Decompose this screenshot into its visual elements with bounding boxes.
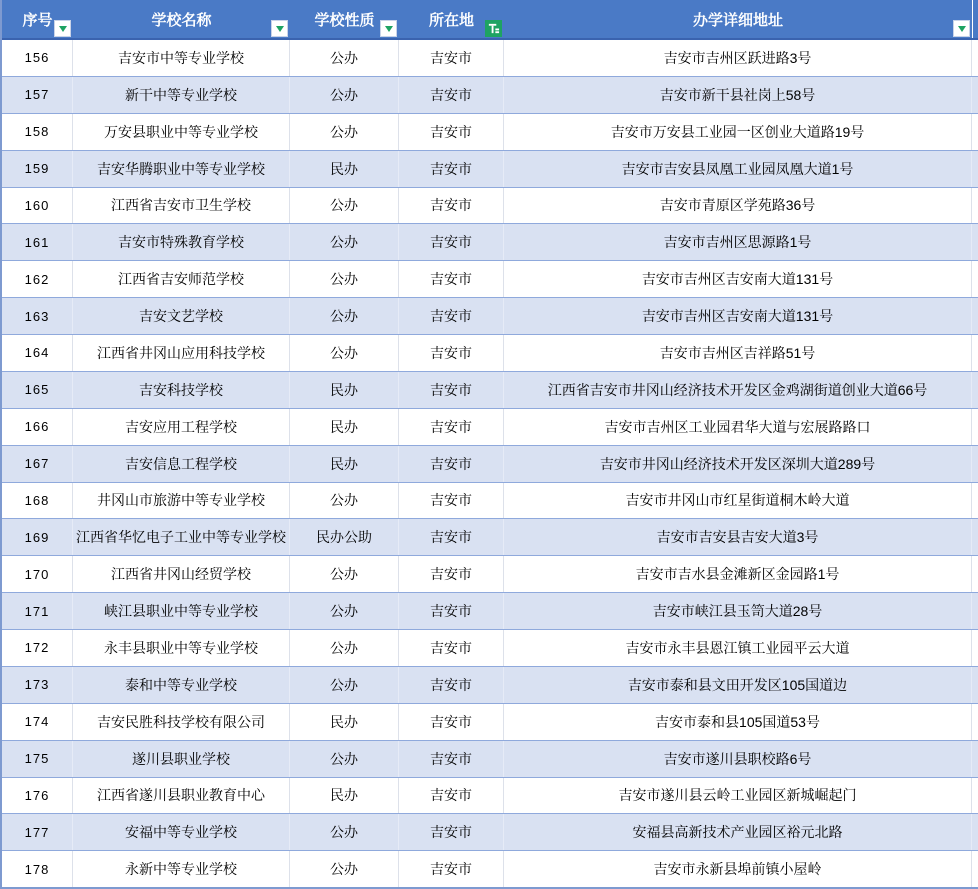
edge-cell[interactable] [972, 667, 978, 703]
edge-cell[interactable] [972, 372, 978, 408]
address-cell[interactable]: 吉安市遂川县职校路6号 [504, 741, 972, 777]
column-header-school-name-label: 学校名称 [151, 11, 212, 29]
address-cell[interactable]: 吉安市遂川县云岭工业园区新城崛起门 [504, 778, 972, 814]
city-cell[interactable]: 吉安市 [399, 667, 504, 703]
table-row [2, 298, 978, 335]
table-row [2, 741, 978, 778]
table-row [2, 814, 978, 851]
address-cell[interactable]: 吉安市吉安县吉安大道3号 [504, 519, 972, 555]
city-cell[interactable]: 吉安市 [399, 704, 504, 740]
address-cell[interactable]: 吉安市永丰县恩江镇工业园平云大道 [504, 630, 972, 666]
column-header-index-label: 序号 [22, 11, 53, 29]
row-number-cell[interactable]: 175 [2, 741, 73, 777]
school-name-cell[interactable]: 吉安华腾职业中等专业学校 [73, 151, 290, 187]
edge-cell[interactable] [972, 483, 978, 519]
filter-button-school-type[interactable] [380, 20, 397, 37]
row-number-cell[interactable]: 158 [2, 114, 73, 150]
edge-cell[interactable] [972, 814, 978, 850]
edge-cell[interactable] [972, 704, 978, 740]
school-name-cell[interactable]: 吉安民胜科技学校有限公司 [73, 704, 290, 740]
city-cell[interactable]: 吉安市 [399, 446, 504, 482]
school-type-cell[interactable]: 公办 [290, 630, 399, 666]
table-row [2, 446, 978, 483]
table-row [2, 630, 978, 667]
row-number-cell[interactable]: 174 [2, 704, 73, 740]
table-row [2, 483, 978, 520]
table-row [2, 372, 978, 409]
column-header-address [504, 0, 972, 38]
city-cell[interactable]: 吉安市 [399, 409, 504, 445]
school-name-cell[interactable]: 永丰县职业中等专业学校 [73, 630, 290, 666]
edge-cell[interactable] [972, 114, 978, 150]
table-row [2, 114, 978, 151]
city-cell[interactable]: 吉安市 [399, 261, 504, 297]
school-type-cell[interactable]: 公办 [290, 593, 399, 629]
school-type-cell[interactable]: 民办 [290, 409, 399, 445]
edge-cell[interactable] [972, 630, 978, 666]
column-header-partial-next [972, 0, 978, 38]
filter-dropdown-icon [276, 26, 284, 32]
address-cell[interactable]: 吉安市吉州区吉祥路51号 [504, 335, 972, 371]
school-name-cell[interactable]: 安福中等专业学校 [73, 814, 290, 850]
row-number-cell[interactable]: 157 [2, 77, 73, 113]
school-type-cell[interactable]: 公办 [290, 667, 399, 703]
row-number-cell[interactable]: 167 [2, 446, 73, 482]
city-cell[interactable]: 吉安市 [399, 851, 504, 887]
address-cell[interactable]: 吉安市吉安县凤凰工业园凤凰大道1号 [504, 151, 972, 187]
edge-cell[interactable] [972, 446, 978, 482]
edge-cell[interactable] [972, 224, 978, 260]
address-cell[interactable]: 吉安市泰和县105国道53号 [504, 704, 972, 740]
table-row [2, 40, 978, 77]
table-row [2, 667, 978, 704]
city-cell[interactable]: 吉安市 [399, 114, 504, 150]
row-number-cell[interactable]: 159 [2, 151, 73, 187]
school-type-cell[interactable]: 公办 [290, 40, 399, 76]
school-type-cell[interactable]: 民办公助 [290, 519, 399, 555]
city-cell[interactable]: 吉安市 [399, 741, 504, 777]
school-type-cell[interactable]: 民办 [290, 778, 399, 814]
table-row [2, 151, 978, 188]
school-type-cell[interactable]: 民办 [290, 372, 399, 408]
school-type-cell[interactable]: 公办 [290, 298, 399, 334]
filter-button-city-applied[interactable] [485, 20, 502, 37]
row-number-cell[interactable]: 171 [2, 593, 73, 629]
row-number-cell[interactable]: 170 [2, 556, 73, 592]
edge-cell[interactable] [972, 778, 978, 814]
filter-applied-icon [487, 22, 500, 35]
column-header-city [399, 0, 504, 38]
row-number-cell[interactable]: 168 [2, 483, 73, 519]
table-row [2, 519, 978, 556]
column-header-city-label: 所在地 [428, 11, 474, 29]
school-type-cell[interactable]: 公办 [290, 114, 399, 150]
edge-cell[interactable] [972, 77, 978, 113]
city-cell[interactable]: 吉安市 [399, 483, 504, 519]
address-cell[interactable]: 吉安市万安县工业园一区创业大道路19号 [504, 114, 972, 150]
city-cell[interactable]: 吉安市 [399, 778, 504, 814]
row-number-cell[interactable]: 156 [2, 40, 73, 76]
row-number-cell[interactable]: 164 [2, 335, 73, 371]
filter-button-school-name[interactable] [271, 20, 288, 37]
edge-cell[interactable] [972, 851, 978, 887]
edge-cell[interactable] [972, 741, 978, 777]
school-name-cell[interactable]: 吉安科技学校 [73, 372, 290, 408]
row-number-cell[interactable]: 176 [2, 778, 73, 814]
school-name-cell[interactable]: 江西省井冈山应用科技学校 [73, 335, 290, 371]
school-name-cell[interactable]: 江西省吉安师范学校 [73, 261, 290, 297]
city-cell[interactable]: 吉安市 [399, 151, 504, 187]
column-header-address-label: 办学详细地址 [692, 11, 783, 29]
row-number-cell[interactable]: 177 [2, 814, 73, 850]
school-name-cell[interactable]: 峡江县职业中等专业学校 [73, 593, 290, 629]
school-name-cell[interactable]: 江西省遂川县职业教育中心 [73, 778, 290, 814]
school-name-cell[interactable]: 吉安文艺学校 [73, 298, 290, 334]
school-name-cell[interactable]: 吉安市中等专业学校 [73, 40, 290, 76]
school-type-cell[interactable]: 公办 [290, 556, 399, 592]
school-name-cell[interactable]: 泰和中等专业学校 [73, 667, 290, 703]
school-type-cell[interactable]: 民办 [290, 704, 399, 740]
table-header-row [2, 0, 978, 40]
address-cell[interactable]: 江西省吉安市井冈山经济技术开发区金鸡湖街道创业大道66号 [504, 372, 972, 408]
city-cell[interactable]: 吉安市 [399, 188, 504, 224]
city-cell[interactable]: 吉安市 [399, 77, 504, 113]
address-cell[interactable]: 吉安市峡江县玉笥大道28号 [504, 593, 972, 629]
table-body [2, 40, 978, 887]
row-number-cell[interactable]: 162 [2, 261, 73, 297]
school-type-cell[interactable]: 公办 [290, 741, 399, 777]
filter-button-index[interactable] [54, 20, 71, 37]
school-type-cell[interactable]: 公办 [290, 224, 399, 260]
row-number-cell[interactable]: 161 [2, 224, 73, 260]
address-cell[interactable]: 吉安市永新县埠前镇小屋岭 [504, 851, 972, 887]
address-cell[interactable]: 安福县高新技术产业园区裕元北路 [504, 814, 972, 850]
school-name-cell[interactable]: 吉安应用工程学校 [73, 409, 290, 445]
school-type-cell[interactable]: 民办 [290, 446, 399, 482]
school-type-cell[interactable]: 公办 [290, 188, 399, 224]
column-header-school-type-label: 学校性质 [314, 11, 375, 29]
city-cell[interactable]: 吉安市 [399, 593, 504, 629]
edge-cell[interactable] [972, 519, 978, 555]
filter-dropdown-icon [59, 26, 67, 32]
column-header-school-type [290, 0, 399, 38]
address-cell[interactable]: 吉安市青原区学苑路36号 [504, 188, 972, 224]
school-type-cell[interactable]: 公办 [290, 851, 399, 887]
school-name-cell[interactable]: 江西省井冈山经贸学校 [73, 556, 290, 592]
filter-button-address[interactable] [953, 20, 970, 37]
city-cell[interactable]: 吉安市 [399, 556, 504, 592]
school-name-cell[interactable]: 吉安信息工程学校 [73, 446, 290, 482]
address-cell[interactable]: 吉安市井冈山经济技术开发区深圳大道289号 [504, 446, 972, 482]
school-type-cell[interactable]: 公办 [290, 261, 399, 297]
address-cell[interactable]: 吉安市吉水县金滩新区金园路1号 [504, 556, 972, 592]
edge-cell[interactable] [972, 151, 978, 187]
city-cell[interactable]: 吉安市 [399, 298, 504, 334]
school-type-cell[interactable]: 公办 [290, 814, 399, 850]
table-row [2, 704, 978, 741]
row-number-cell[interactable]: 178 [2, 851, 73, 887]
school-name-cell[interactable]: 遂川县职业学校 [73, 741, 290, 777]
school-type-cell[interactable]: 民办 [290, 151, 399, 187]
table-row [2, 409, 978, 446]
row-number-cell[interactable]: 173 [2, 667, 73, 703]
city-cell[interactable]: 吉安市 [399, 224, 504, 260]
table-row [2, 556, 978, 593]
school-type-cell[interactable]: 公办 [290, 77, 399, 113]
edge-cell[interactable] [972, 188, 978, 224]
row-number-cell[interactable]: 166 [2, 409, 73, 445]
row-number-cell[interactable]: 169 [2, 519, 73, 555]
table-row [2, 593, 978, 630]
filter-dropdown-icon [958, 26, 966, 32]
address-cell[interactable]: 吉安市吉州区工业园君华大道与宏展路路口 [504, 409, 972, 445]
school-name-cell[interactable]: 万安县职业中等专业学校 [73, 114, 290, 150]
school-name-cell[interactable]: 井冈山市旅游中等专业学校 [73, 483, 290, 519]
table-row [2, 188, 978, 225]
city-cell[interactable]: 吉安市 [399, 40, 504, 76]
table-row [2, 261, 978, 298]
address-cell[interactable]: 吉安市吉州区思源路1号 [504, 224, 972, 260]
address-cell[interactable]: 吉安市吉州区吉安南大道131号 [504, 298, 972, 334]
row-number-cell[interactable]: 165 [2, 372, 73, 408]
city-cell[interactable]: 吉安市 [399, 519, 504, 555]
edge-cell[interactable] [972, 335, 978, 371]
school-name-cell[interactable]: 新干中等专业学校 [73, 77, 290, 113]
city-cell[interactable]: 吉安市 [399, 335, 504, 371]
table-row [2, 77, 978, 114]
filter-dropdown-icon [385, 26, 393, 32]
address-cell[interactable]: 吉安市泰和县文田开发区105国道边 [504, 667, 972, 703]
column-header-school-name [73, 0, 290, 38]
address-cell[interactable]: 吉安市吉州区吉安南大道131号 [504, 261, 972, 297]
address-cell[interactable]: 吉安市新干县社岗上58号 [504, 77, 972, 113]
school-name-cell[interactable]: 永新中等专业学校 [73, 851, 290, 887]
city-cell[interactable]: 吉安市 [399, 630, 504, 666]
address-cell[interactable]: 吉安市吉州区跃进路3号 [504, 40, 972, 76]
address-cell[interactable]: 吉安市井冈山市红星街道桐木岭大道 [504, 483, 972, 519]
school-name-cell[interactable]: 江西省华忆电子工业中等专业学校 [73, 519, 290, 555]
edge-cell[interactable] [972, 261, 978, 297]
table-row [2, 335, 978, 372]
edge-cell[interactable] [972, 409, 978, 445]
table-row [2, 851, 978, 887]
edge-cell[interactable] [972, 593, 978, 629]
row-number-cell[interactable]: 163 [2, 298, 73, 334]
school-type-cell[interactable]: 公办 [290, 335, 399, 371]
edge-cell[interactable] [972, 298, 978, 334]
table-row [2, 778, 978, 815]
row-number-cell[interactable]: 160 [2, 188, 73, 224]
city-cell[interactable]: 吉安市 [399, 814, 504, 850]
school-type-cell[interactable]: 公办 [290, 483, 399, 519]
edge-cell[interactable] [972, 556, 978, 592]
school-name-cell[interactable]: 吉安市特殊教育学校 [73, 224, 290, 260]
school-name-cell[interactable]: 江西省吉安市卫生学校 [73, 188, 290, 224]
edge-cell[interactable] [972, 40, 978, 76]
column-header-index [2, 0, 73, 38]
row-number-cell[interactable]: 172 [2, 630, 73, 666]
city-cell[interactable]: 吉安市 [399, 372, 504, 408]
table-row [2, 224, 978, 261]
